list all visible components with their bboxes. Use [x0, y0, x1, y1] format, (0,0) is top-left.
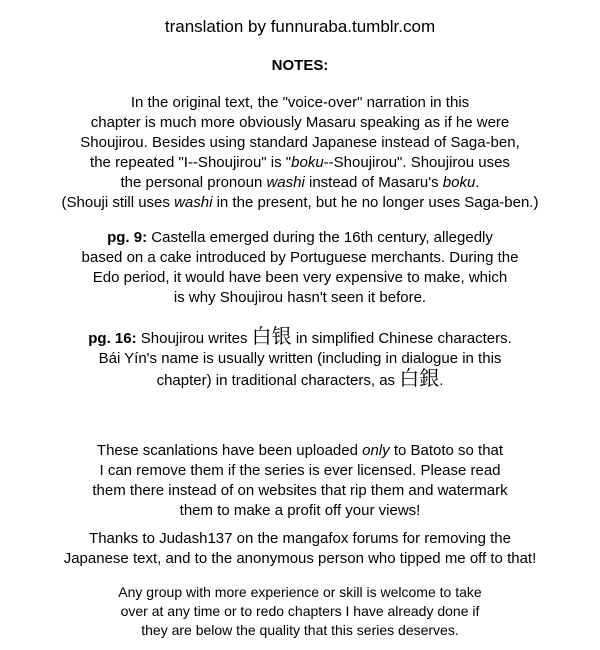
- scanlation-note-text: to Batoto so that: [389, 442, 504, 459]
- traditional-chinese-characters: 白銀: [399, 368, 440, 390]
- scanlation-note-text: them to make a profit off your views!: [179, 502, 421, 519]
- scanlation-note: [0, 441, 600, 521]
- page-9-note-text: based on a cake introduced by Portuguese merchants. During the: [81, 249, 519, 266]
- page-9-note-text: Edo period, it would have been very expensive to make, which: [92, 269, 508, 286]
- scanlation-note-text: These scanlations have been uploaded: [96, 442, 363, 459]
- scanlation-note-italic: only: [362, 442, 390, 459]
- intro-note-text: .: [475, 174, 480, 191]
- intro-note-text: In the original text, the "voice-over" narration in this: [130, 94, 470, 111]
- intro-note-text: chapter is much more obviously Masaru speaking as if he were: [90, 114, 510, 131]
- page-9-note-text: Castella emerged during the 16th century, allegedly: [147, 229, 493, 246]
- notes-heading: NOTES:: [271, 57, 329, 74]
- intro-note-text: (Shouji still uses: [61, 194, 175, 211]
- intro-note-text: the repeated "I--Shoujirou" is ": [90, 154, 292, 171]
- invite-note-text: over at any time or to redo chapters I have already done if: [120, 603, 480, 619]
- page-16-note-text: Bái Yín's name is usually written (including in dialogue in this: [98, 350, 502, 367]
- intro-note-italic: boku: [442, 174, 476, 191]
- translator-credit: translation by funnuraba.tumblr.com: [164, 17, 436, 36]
- page-16-note: [0, 327, 600, 391]
- intro-note-italic: washi: [266, 174, 305, 191]
- page-9-label: pg. 9:: [107, 229, 148, 246]
- invite-note: [0, 583, 600, 640]
- invite-note-text: they are below the quality that this series deserves.: [141, 622, 459, 638]
- page-9-note-text: is why Shoujirou hasn't seen it before.: [173, 289, 427, 306]
- scanlation-note-text: them there instead of on websites that rip them and watermark: [92, 482, 508, 499]
- thanks-note-text: Thanks to Judash137 on the mangafox forums for removing the: [89, 530, 511, 547]
- intro-note-text: the personal pronoun: [120, 174, 267, 191]
- invite-note-text: Any group with more experience or skill is welcome to take: [118, 584, 482, 600]
- thanks-note-text: Japanese text, and to the anonymous person who tipped me off to that!: [63, 550, 537, 567]
- thanks-note: [0, 529, 600, 569]
- intro-note-text: Shoujirou. Besides using standard Japanese instead of Saga-ben,: [80, 134, 520, 151]
- intro-note-italic: boku: [291, 154, 324, 171]
- page-16-note-text: chapter) in traditional characters, as: [156, 372, 400, 389]
- intro-note: [0, 93, 600, 213]
- intro-note-text: --Shoujirou". Shoujirou uses: [323, 154, 510, 171]
- page-16-note-text: .: [439, 372, 444, 389]
- intro-note-text: in the present, but he no longer uses Saga-ben.): [212, 194, 539, 211]
- page-16-note-text: in simplified Chinese characters.: [291, 330, 512, 347]
- page-9-note: [0, 228, 600, 308]
- page-16-label: pg. 16:: [88, 330, 137, 347]
- scanlation-note-text: I can remove them if the series is ever licensed. Please read: [99, 462, 501, 479]
- simplified-chinese-characters: 白银: [251, 326, 292, 348]
- intro-note-text: instead of Masaru's: [304, 174, 443, 191]
- page-16-note-text: Shoujirou writes: [136, 330, 252, 347]
- intro-note-italic: washi: [174, 194, 213, 211]
